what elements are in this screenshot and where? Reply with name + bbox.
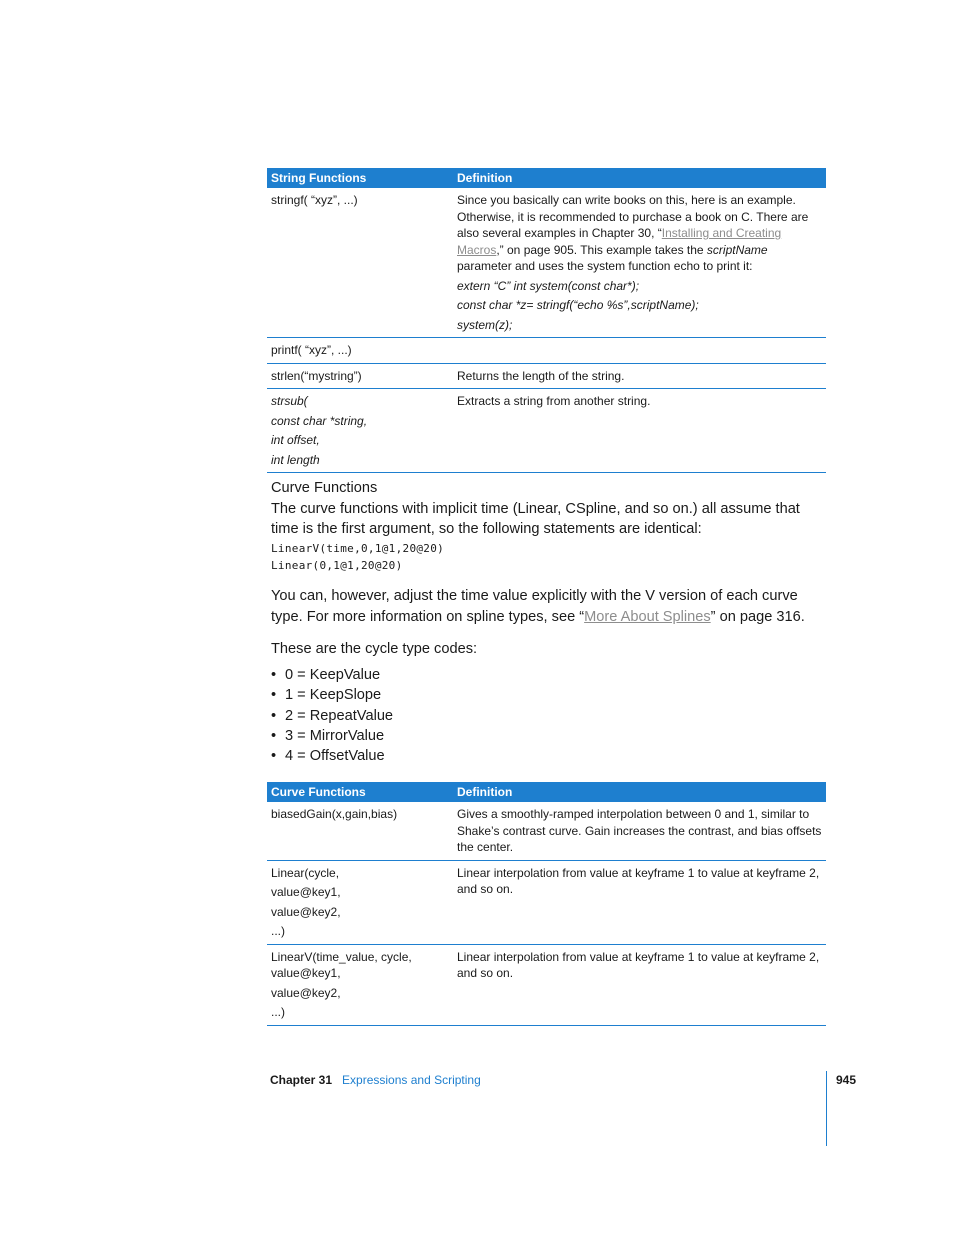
table-row [267,338,826,364]
list-item-text: 4 = OffsetValue [285,748,385,765]
definition-cell: Returns the length of the string. [453,363,826,389]
bullet-icon: • [271,727,277,744]
table-row [267,389,826,473]
bullet-icon: • [271,707,277,724]
table-row [267,944,826,1025]
column-header: Definition [453,782,826,802]
function-cell [267,944,453,1025]
page-number: 945 [836,1073,857,1087]
bullet-icon: • [271,667,277,683]
list-item [271,726,831,746]
curve-functions-section [271,478,831,574]
function-line: int offset, [271,433,320,447]
function-cell [267,802,453,860]
cycle-codes-list [271,665,831,766]
column-header: Definition [453,168,826,188]
bullet-icon: • [271,748,277,765]
table-row [267,860,826,944]
definition-cell: Extracts a string from another string. [453,389,826,473]
table-header-row [267,168,826,188]
more-about-splines-link[interactable]: More About Splines [584,608,711,625]
list-item-text: 0 = KeepValue [285,667,381,683]
definition-italic: scriptName [706,242,768,257]
definition-cell: Linear interpolation from value at keyframe 1 to value at keyframe 2, and so on. [453,860,826,944]
list-item [271,685,831,705]
definition-cell [453,188,826,338]
code-line: LinearV(time,0,1@1,20@20) [271,541,445,555]
function-line: const char *string, [271,413,368,428]
list-item-text: 3 = MirrorValue [285,727,385,744]
function-line: value@key1, [271,966,341,980]
function-line: Linear(cycle, [271,865,340,880]
spline-paragraph [271,586,831,627]
installing-macros-link[interactable]: Installing and Creating Macros [457,226,782,257]
function-cell [267,389,453,473]
list-item [271,665,831,685]
paragraph-text: ” on page 316. [710,608,805,625]
code-line: const char *z= stringf(“echo %s”,scriptName); [457,298,699,312]
code-line: Linear(0,1@1,20@20) [271,558,403,572]
function-cell: printf( “xyz”, ...) [267,338,453,364]
column-header: Curve Functions [267,782,453,802]
string-functions-table [267,168,826,473]
code-line: extern “C” int system(const char*); [457,278,640,293]
definition-text: parameter and uses the system function echo to print it: [457,259,753,273]
definition-cell [453,338,826,364]
definition-cell: Linear interpolation from value at keyframe 1 to value at keyframe 2, and so on. [453,944,826,1025]
function-line: ...) [271,924,285,938]
section-heading: Curve Functions [271,480,378,496]
chapter-title-link[interactable]: Expressions and Scripting [342,1073,481,1087]
list-item-text: 1 = KeepSlope [285,687,382,704]
function-cell: strlen(“mystring”) [267,363,453,389]
function-line: value@key2, [271,985,341,1000]
list-item-text: 2 = RepeatValue [285,707,394,724]
function-cell [267,860,453,944]
cycle-codes-paragraph: These are the cycle type codes: [271,641,478,657]
definition-text: ,” on page 905. This example takes the [496,242,707,257]
list-item [271,706,831,726]
function-line: int length [271,452,320,467]
table-row [267,188,826,338]
curve-functions-table [267,782,826,1026]
code-line: system(z); [457,317,513,332]
definition-text: Since you basically can write books on this, here is an example. Otherwise, it is recommended to purchase a book on C. There are also several examples in Chapter 30, “ [457,193,809,240]
bullet-icon: • [271,687,277,704]
intro-paragraph: The curve functions with implicit time (Linear, CSpline, and so on.) all assume that time is the first argument, so the following statements are identical: [271,500,800,537]
footer-divider [826,1071,827,1146]
function-line: ...) [271,1005,285,1019]
paragraph-text: You can, however, adjust the time value explicitly with the V version of each curve type. For more information on spline types, see “ [271,588,798,625]
function-line: strsub( [271,394,308,408]
table-row [267,363,826,389]
function-cell: stringf( “xyz”, ...) [267,188,453,338]
page-footer [270,1073,481,1087]
chapter-label: Chapter 31 [270,1073,333,1087]
table-row [267,802,826,860]
table-header-row [267,782,826,802]
function-line: biasedGain(x,gain,bias) [271,807,398,821]
column-header: String Functions [267,168,453,188]
function-line: value@key2, [271,904,341,919]
function-line: value@key1, [271,885,341,899]
function-line: LinearV(time_value, cycle, [271,949,412,964]
definition-cell: Gives a smoothly-ramped interpolation between 0 and 1, similar to Shake’s contrast curve. Gain increases the contrast, and bias offsets the center. [453,802,826,860]
list-item [271,746,831,766]
